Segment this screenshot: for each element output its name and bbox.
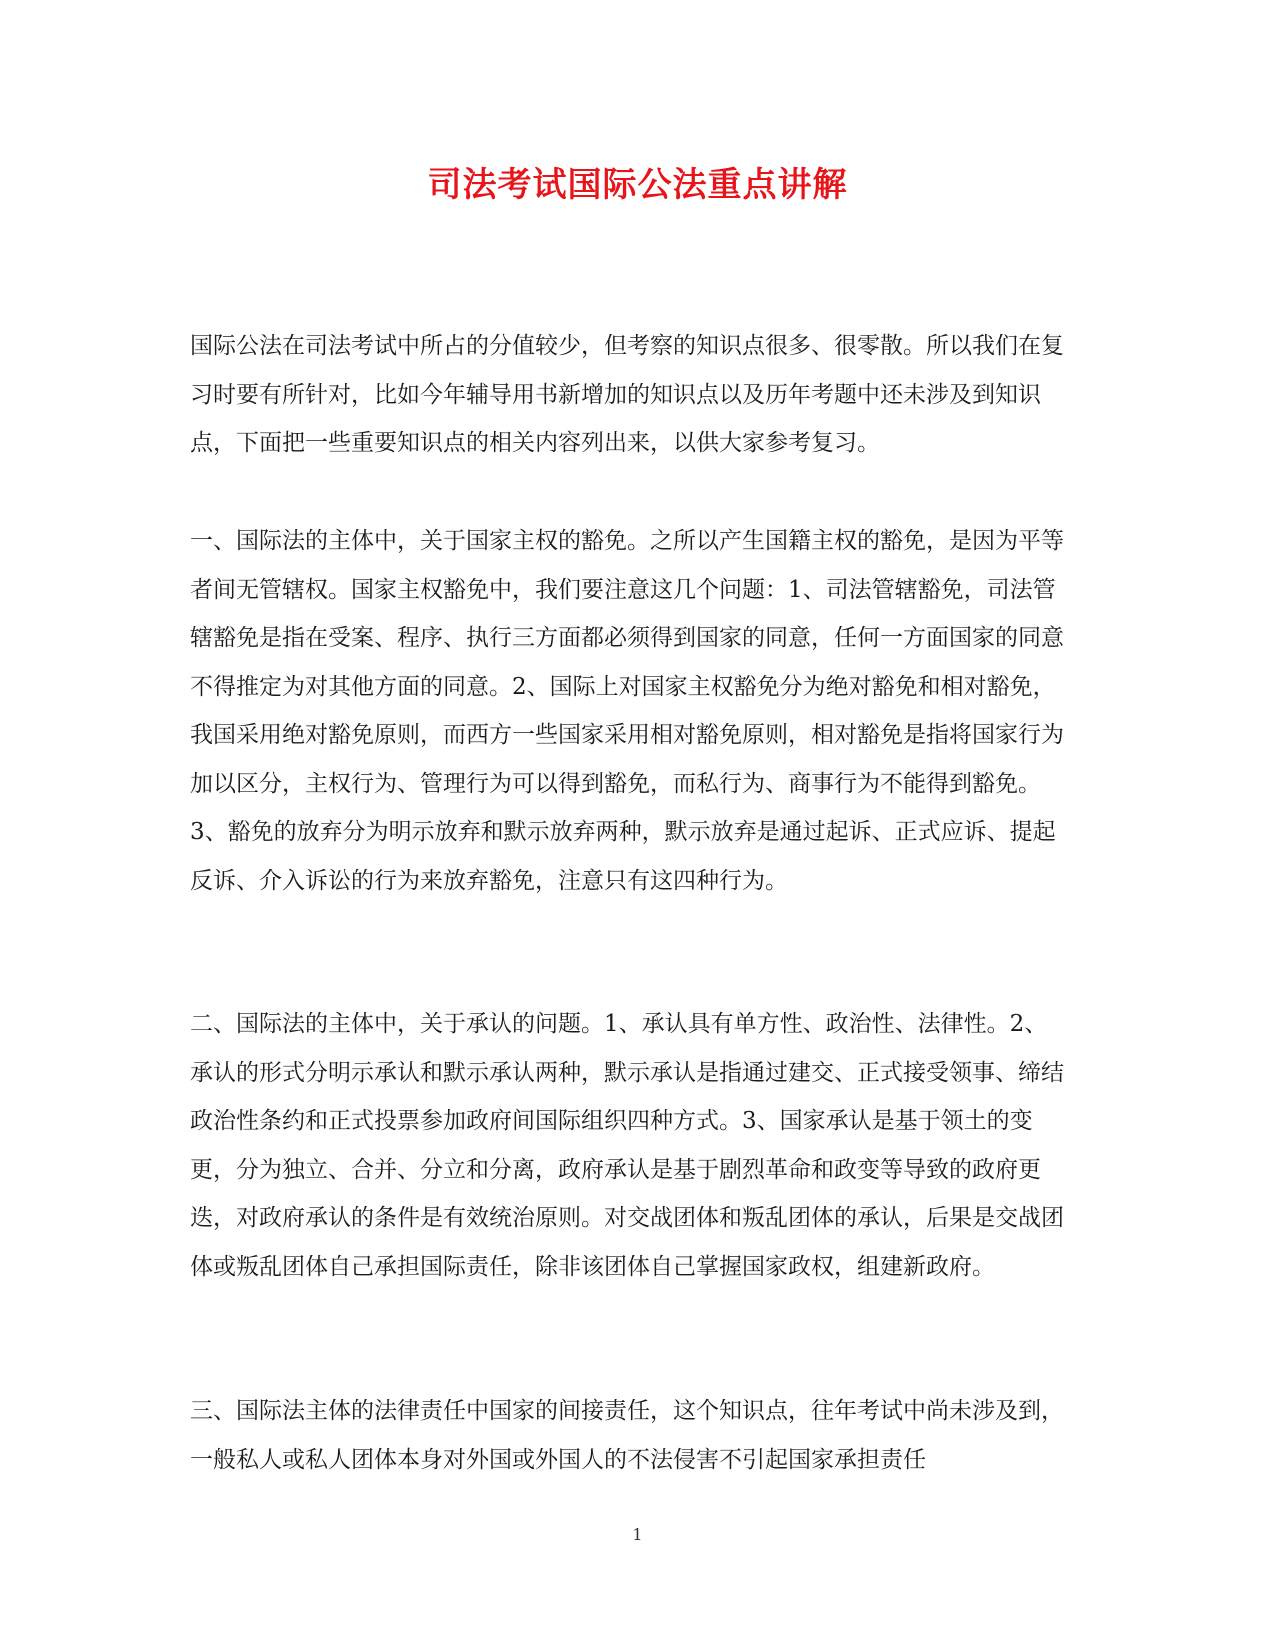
paragraph-recognition: 二、国际法的主体中，关于承认的问题。1、承认具有单方性、政治性、法律性。2、承认的形式分明示承认和默示承认两种，默示承认是指通过建交、正式接受领事、缔结政治性条约和正式投票参加政府间国际组织四种方式。3、国家承认是基于领土的变更，分为独立、合并、分立和分离，政府承认是基于剧烈革命和政变等导致的政府更迭，对政府承认的条件是有效统治原则。对交战团体和叛乱团体的承认，后果是交战团体或叛乱团体自己承担国际责任，除非该团体自己掌握国家政权，组建新政府。 xyxy=(190,1011,1064,1280)
paragraph-sovereign-immunity: 一、国际法的主体中，关于国家主权的豁免。之所以产生国籍主权的豁免，是因为平等者间无管辖权。国家主权豁免中，我们要注意这几个问题：1、司法管辖豁免，司法管辖豁免是指在受案、程序、执行三方面都必须得到国家的同意，任何一方面国家的同意不得推定为对其他方面的同意。2、国际上对国家主权豁免分为绝对豁免和相对豁免，我国采用绝对豁免原则，而西方一些国家采用相对豁免原则，相对豁免是指将国家行为加以区分，主权行为、管理行为可以得到豁免，而私行为、商事行为不能得到豁免。3、豁免的放弃分为明示放弃和默示放弃两种，默示放弃是通过起诉、正式应诉、提起反诉、介入诉讼的行为来放弃豁免，注意只有这四种行为。 xyxy=(190,528,1064,894)
paragraph-indirect-responsibility: 三、国际法主体的法律责任中国家的间接责任，这个知识点，往年考试中尚未涉及到，一般私人或私人团体本身对外国或外国人的不法侵害不引起国家承担责任 xyxy=(190,1398,1064,1473)
document-title: 司法考试国际公法重点讲解 xyxy=(427,165,848,205)
page-number: 1 xyxy=(632,1525,643,1544)
paragraph-intro: 国际公法在司法考试中所占的分值较少，但考察的知识点很多、很零散。所以我们在复习时要有所针对，比如今年辅导用书新增加的知识点以及历年考题中还未涉及到知识点，下面把一些重要知识点的相关内容列出来，以供大家参考复习。 xyxy=(190,333,1064,456)
